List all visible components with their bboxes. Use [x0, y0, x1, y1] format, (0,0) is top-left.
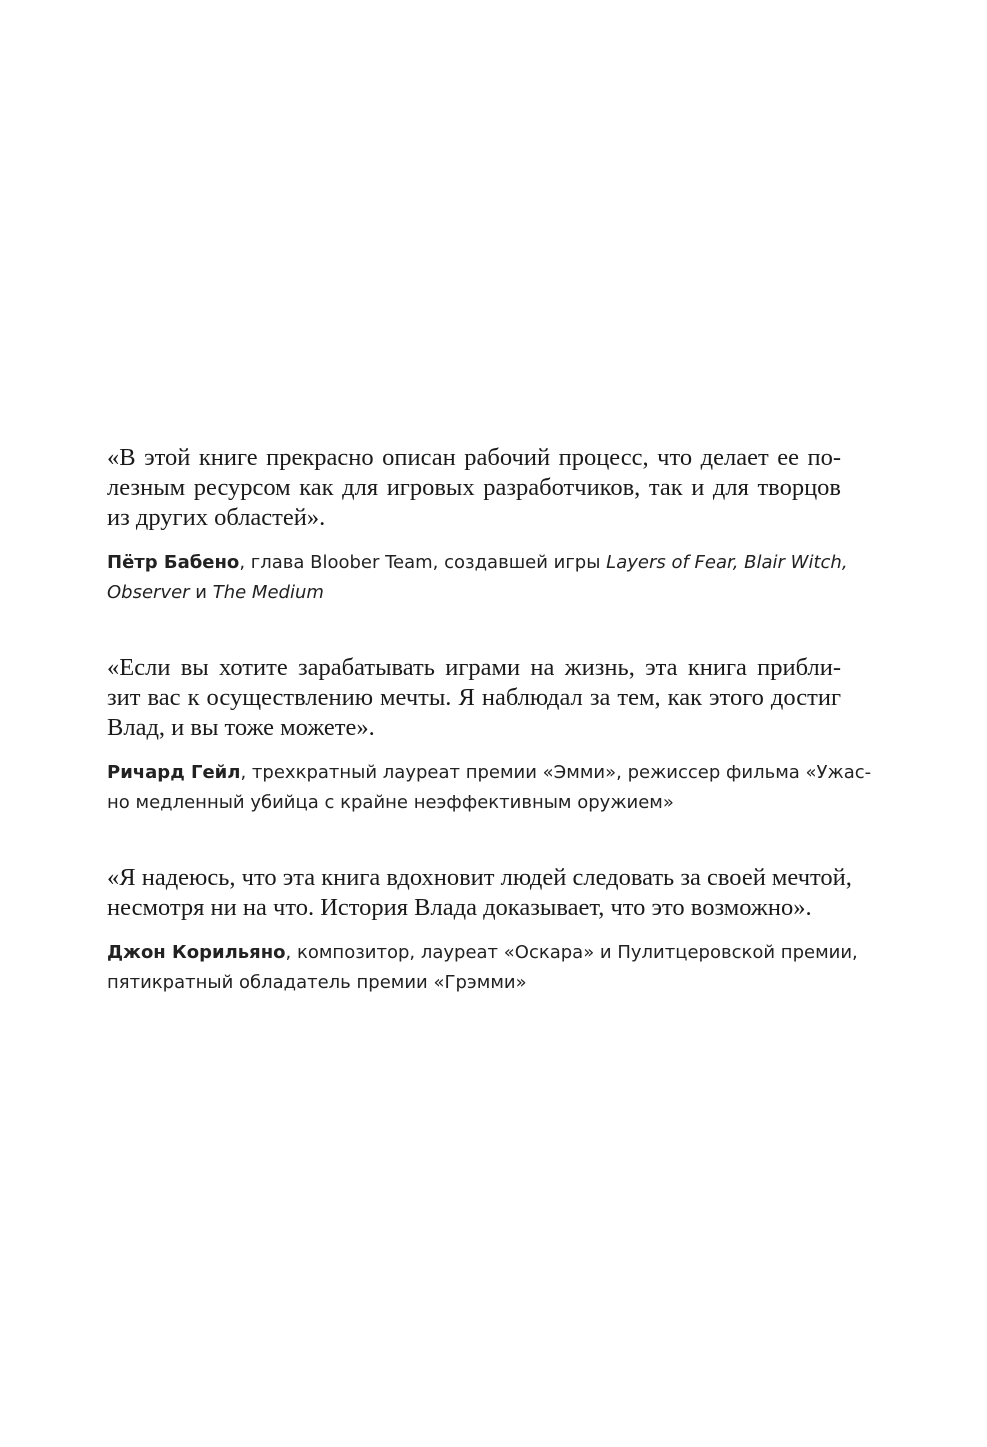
quote-line: зит вас к осуществлению мечты. Я наблюдал за тем, как этого достиг [107, 684, 841, 711]
attribution-line [107, 578, 841, 608]
testimonial-attribution [107, 548, 848, 608]
testimonial-quote [107, 863, 852, 923]
testimonial-attribution [107, 938, 858, 998]
quote-line: «Если вы хотите зарабатывать играми на жизнь, эта книга прибли- [107, 654, 841, 681]
attribution-line: пятикратный обладатель премии «Грэмми» [107, 972, 527, 993]
author-name: Пётр Бабено [107, 552, 240, 573]
author-name: Ричард Гейл [107, 762, 241, 783]
testimonial-quote [107, 443, 841, 533]
quote-line: лезным ресурсом как для игровых разработчиков, так и для творцов [107, 474, 841, 501]
author-credentials: , трехкратный лауреат премии «Эмми», режиссер фильма «Ужас- [240, 762, 872, 783]
quote-line: «В этой книге прекрасно описан рабочий процесс, что делает ее по- [107, 444, 841, 471]
author-name: Джон Корильяно [107, 942, 286, 963]
conjunction: и [189, 582, 213, 603]
testimonial-quote [107, 653, 841, 743]
testimonial-2 [107, 653, 872, 818]
testimonial-1 [107, 443, 848, 608]
game-title: Observer [107, 582, 190, 603]
quote-line: из других областей». [107, 504, 326, 531]
game-title: The Medium [212, 582, 324, 603]
testimonial-3 [107, 863, 858, 998]
quote-line: Влад, и вы тоже можете». [107, 714, 375, 741]
author-credentials: , композитор, лауреат «Оскара» и Пулитцеровской премии, [285, 942, 858, 963]
testimonial-attribution [107, 758, 872, 818]
attribution-line [107, 548, 848, 578]
game-titles: Layers of Fear, Blair Witch, [606, 552, 848, 573]
attribution-line [107, 758, 872, 788]
quote-line: несмотря ни на что. История Влада доказывает, что это возможно». [107, 894, 812, 921]
attribution-line: но медленный убийца с крайне неэффективным оружием» [107, 792, 674, 813]
quote-line: «Я надеюсь, что эта книга вдохновит людей следовать за своей мечтой, [107, 864, 852, 891]
attribution-line [107, 938, 858, 968]
author-credentials: , глава Bloober Team, создавшей игры [239, 552, 607, 573]
